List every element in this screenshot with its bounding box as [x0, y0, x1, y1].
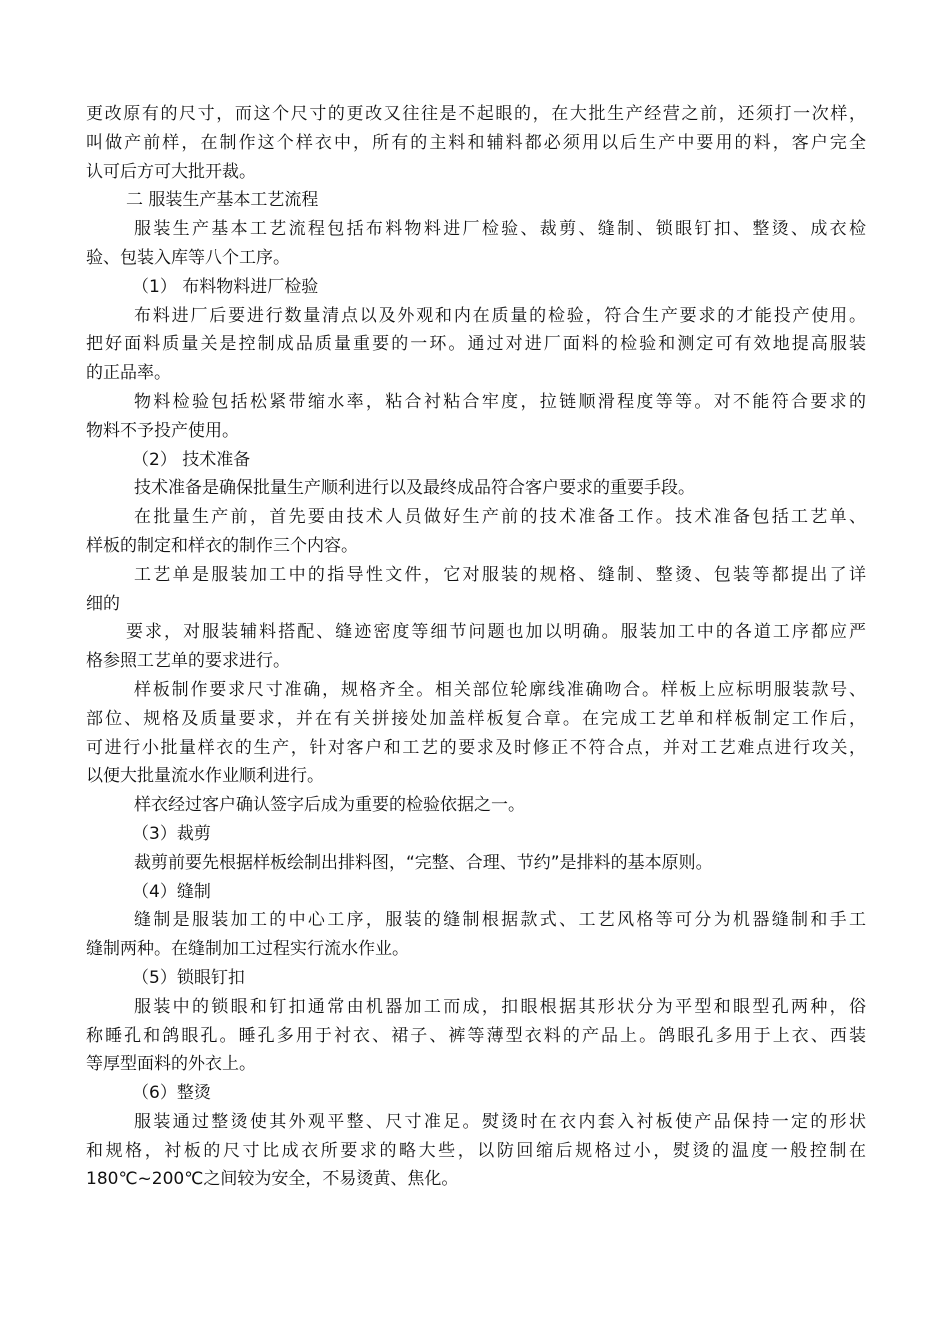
text-line: 要求，对服装辅料搭配、缝迹密度等细节问题也加以明确。服装加工中的各道工序都应严	[126, 622, 866, 643]
text-line: 样板制作要求尺寸准确，规格齐全。相关部位轮廓线准确吻合。样板上应标明服装款号、	[134, 679, 866, 700]
text-line: 180℃~200℃之间较为安全，不易烫黄、焦化。	[86, 1169, 459, 1190]
text-line: 服装通过整烫使其外观平整、尺寸准足。熨烫时在衣内套入衬板使产品保持一定的形状	[134, 1111, 866, 1132]
text-line: 细的	[86, 593, 120, 614]
text-line: 裁剪前要先根据样板绘制出排料图，“完整、合理、节约”是排料的基本原则。	[134, 852, 713, 873]
text-line: 缝制是服装加工的中心工序，服装的缝制根据款式、工艺风格等可分为机器缝制和手工	[134, 910, 866, 931]
text-line: 的正品率。	[86, 363, 171, 384]
text-line: 物料检验包括松紧带缩水率，粘合衬粘合牢度，拉链顺滑程度等等。对不能符合要求的	[134, 391, 866, 412]
text-line: 验、包装入库等八个工序。	[86, 247, 290, 268]
text-line: 在批量生产前，首先要由技术人员做好生产前的技术准备工作。技术准备包括工艺单、	[134, 507, 866, 528]
text-line: 称睡孔和鸽眼孔。睡孔多用于衬衣、裙子、裤等薄型衣料的产品上。鸽眼孔多用于上衣、西装	[86, 1025, 866, 1046]
text-line: 技术准备是确保批量生产顺利进行以及最终成品符合客户要求的重要手段。	[134, 478, 695, 499]
text-line: 格参照工艺单的要求进行。	[86, 651, 290, 672]
subsection-heading: （4）缝制	[132, 881, 211, 902]
text-line: 样衣经过客户确认签字后成为重要的检验依据之一。	[134, 795, 525, 816]
subsection-heading: （1） 布料物料进厂检验	[132, 276, 319, 297]
text-line: 更改原有的尺寸，而这个尺寸的更改又往往是不起眼的，在大批生产经营之前，还须打一次样，	[86, 104, 866, 124]
text-line: 服装中的锁眼和钉扣通常由机器加工而成，扣眼根据其形状分为平型和眼型孔两种，俗	[134, 996, 866, 1017]
subsection-heading: （6）整烫	[132, 1083, 211, 1104]
text-line: 认可后方可大批开裁。	[86, 161, 256, 182]
text-line: 可进行小批量样衣的生产，针对客户和工艺的要求及时修正不符合点，并对工艺难点进行攻关，	[86, 737, 866, 758]
text-line: 和规格，衬板的尺寸比成衣所要求的略大些，以防回缩后规格过小，熨烫的温度一般控制在	[86, 1140, 866, 1161]
text-line: 工艺单是服装加工中的指导性文件，它对服装的规格、缝制、整烫、包装等都提出了详	[134, 564, 866, 585]
subsection-heading: （2） 技术准备	[132, 449, 251, 470]
text-line: 叫做产前样，在制作这个样衣中，所有的主料和辅料都必须用以后生产中要用的料，客户完全	[86, 132, 866, 153]
subsection-heading: （5）锁眼钉扣	[132, 967, 245, 988]
text-line: 把好面料质量关是控制成品质量重要的一环。通过对进厂面料的检验和测定可有效地提高服装	[86, 334, 866, 355]
text-line: 部位、规格及质量要求，并在有关拼接处加盖样板复合章。在完成工艺单和样板制定工作后，	[86, 708, 866, 729]
document-body	[86, 100, 866, 1194]
text-line: 以便大批量流水作业顺利进行。	[86, 766, 324, 787]
text-line: 缝制两种。在缝制加工过程实行流水作业。	[86, 939, 409, 960]
text-line: 服装生产基本工艺流程包括布料物料进厂检验、裁剪、缝制、锁眼钉扣、整烫、成衣检	[134, 219, 866, 240]
section-heading: 二 服装生产基本工艺流程	[126, 190, 319, 211]
text-line: 样板的制定和样衣的制作三个内容。	[86, 535, 358, 556]
text-line: 物料不予投产使用。	[86, 420, 239, 441]
subsection-heading: （3）裁剪	[132, 823, 211, 844]
text-line: 布料进厂后要进行数量清点以及外观和内在质量的检验，符合生产要求的才能投产使用。	[134, 305, 866, 326]
text-line: 等厚型面料的外衣上。	[86, 1054, 256, 1075]
